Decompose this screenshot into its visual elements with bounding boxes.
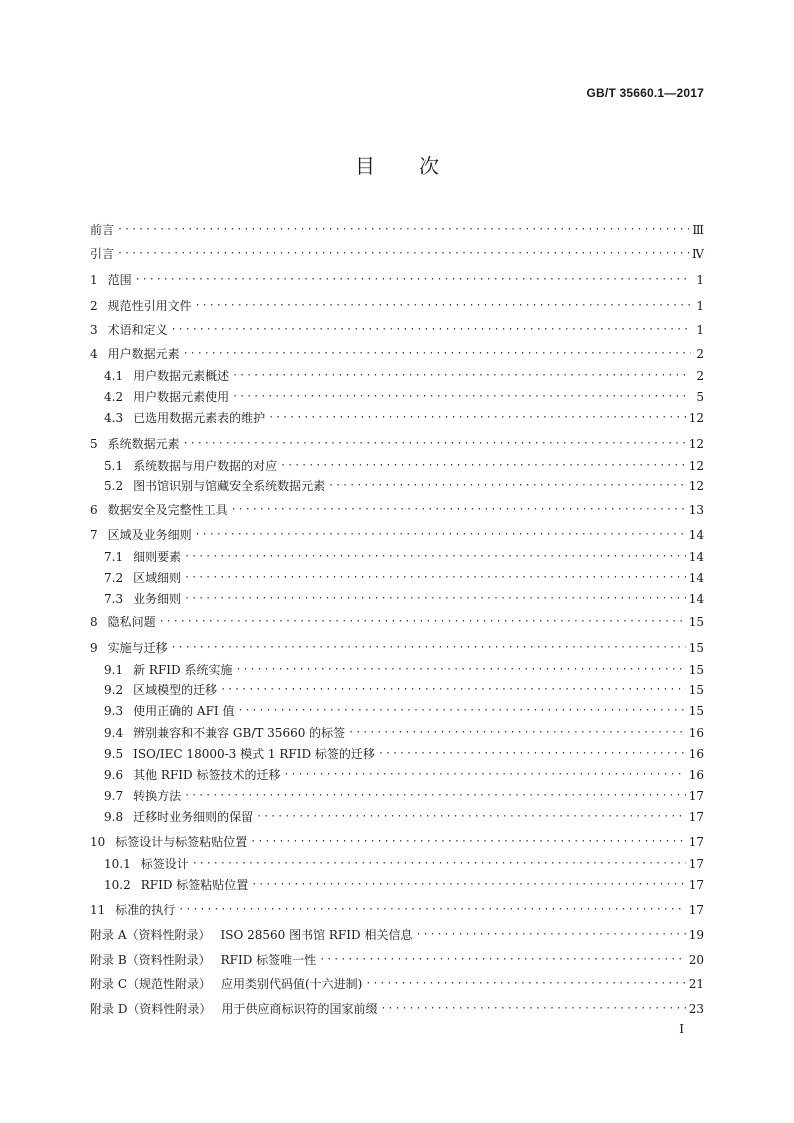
toc-entry-number: 7: [90, 528, 98, 542]
toc-entry[interactable]: [90, 974, 704, 994]
toc-entry-title: 实施与迁移: [107, 641, 168, 655]
toc-entry[interactable]: [90, 408, 704, 428]
toc-entry-title: RFID 标签粘贴位置: [140, 878, 249, 892]
toc-leader-dots: [232, 387, 691, 407]
toc-entry[interactable]: [90, 500, 704, 520]
toc-leader-dots: [237, 701, 685, 721]
toc-entry-number: 7.1: [104, 550, 124, 564]
toc-entry[interactable]: [90, 589, 704, 609]
toc-entry[interactable]: [90, 744, 704, 764]
toc-entry-number: 10.1: [104, 857, 131, 871]
toc-entry-number: 4.2: [104, 390, 124, 404]
toc-entry-page: 17: [688, 835, 704, 849]
toc-leader-dots: [184, 589, 686, 609]
toc-entry-title: 迁移时业务细则的保留: [133, 810, 254, 824]
toc-leader-dots: [171, 320, 691, 340]
toc-entry[interactable]: [90, 925, 704, 945]
toc-entry-number: 6: [90, 503, 98, 517]
toc-entry[interactable]: [90, 547, 704, 567]
toc-entry-page: 15: [688, 704, 704, 718]
toc-entry-title: 业务细则: [133, 592, 182, 606]
toc-entry[interactable]: [90, 680, 704, 700]
toc-entry[interactable]: [90, 854, 704, 874]
toc-entry-page: 1: [696, 273, 704, 287]
toc-entry-page: 21: [688, 977, 704, 991]
toc-entry-number: 9.5: [104, 747, 124, 761]
toc-leader-dots: [319, 950, 686, 970]
toc-entry-page: 14: [688, 550, 704, 564]
toc-entry-title: 规范性引用文件: [107, 299, 192, 313]
toc-leader-dots: [348, 723, 686, 743]
page-footer-number: I: [679, 1022, 684, 1036]
toc-entry-title: 区域及业务细则: [107, 528, 192, 542]
toc-entry-number: 4: [90, 347, 98, 361]
toc-entry-page: 12: [688, 479, 704, 493]
toc-entry-page: 12: [688, 437, 704, 451]
toc-entry-number: 5.1: [104, 459, 124, 473]
toc-entry-title: 范围: [107, 273, 132, 287]
toc-entry[interactable]: [90, 612, 704, 632]
toc-entry-page: 16: [688, 726, 704, 740]
toc-entry[interactable]: [90, 476, 704, 496]
toc-entry-title: 标签设计: [140, 857, 189, 871]
toc-entry-page: 2: [696, 347, 704, 361]
toc-entry-title: 标准的执行: [115, 903, 176, 917]
toc-entry-page: 14: [688, 592, 704, 606]
toc-entry-page: 23: [688, 1002, 704, 1016]
toc-leader-dots: [415, 925, 685, 945]
toc-entry[interactable]: [90, 344, 704, 364]
toc-entry-number: 附录 B（资料性附录）: [90, 953, 211, 967]
toc-leader-dots: [195, 525, 686, 545]
toc-leader-dots: [232, 366, 691, 386]
page-title: [0, 150, 794, 179]
toc-leader-dots: [183, 344, 691, 364]
toc-entry-number: 9.6: [104, 768, 124, 782]
toc-entry-page: 17: [688, 857, 704, 871]
toc-entry-page: 1: [696, 299, 704, 313]
toc-entry-page: 17: [688, 789, 704, 803]
toc-entry-title: 用户数据元素概述: [133, 369, 230, 383]
toc-entry-title: 系统数据与用户数据的对应: [133, 459, 278, 473]
toc-entry[interactable]: [90, 296, 704, 316]
toc-entry-number: 附录 A（资料性附录）: [90, 928, 211, 942]
toc-entry-number: 9.4: [104, 726, 124, 740]
toc-entry-number: 9.8: [104, 810, 124, 824]
toc-leader-dots: [283, 765, 685, 785]
toc-entry-title: 系统数据元素: [107, 437, 180, 451]
toc-leader-dots: [251, 875, 685, 895]
toc-leader-dots: [184, 786, 686, 806]
toc-entry[interactable]: [90, 765, 704, 785]
toc-entry-number: 5: [90, 437, 98, 451]
toc-entry-page: 16: [688, 747, 704, 761]
toc-leader-dots: [328, 476, 686, 496]
toc-entry-title: 使用正确的 AFI 值: [133, 704, 235, 718]
toc-entry[interactable]: [90, 366, 704, 386]
toc-entry[interactable]: [90, 723, 704, 743]
toc-entry[interactable]: [90, 875, 704, 895]
toc-entry[interactable]: [90, 244, 704, 264]
toc-leader-dots: [250, 832, 685, 852]
toc-entry-page: 5: [696, 390, 704, 404]
toc-entry[interactable]: [90, 568, 704, 588]
toc-entry-page: 17: [688, 878, 704, 892]
standard-code: GB/T 35660.1—2017: [586, 86, 704, 100]
toc-entry[interactable]: [90, 387, 704, 407]
toc-leader-dots: [280, 456, 686, 476]
toc-entry-number: 7.3: [104, 592, 124, 606]
toc-entry-page: 16: [688, 768, 704, 782]
toc-leader-dots: [178, 900, 685, 920]
toc-entry-title: 应用类别代码值(十六进制): [221, 977, 363, 991]
toc-entry[interactable]: [90, 270, 704, 290]
toc-entry-page: 1: [696, 323, 704, 337]
toc-entry-number: 9.3: [104, 704, 124, 718]
toc-entry-title: ISO 28560 图书馆 RFID 相关信息: [220, 928, 413, 942]
toc-entry[interactable]: [90, 999, 704, 1019]
toc-entry[interactable]: [90, 220, 704, 240]
toc-leader-dots: [220, 680, 686, 700]
toc-entry-number: 10: [90, 835, 106, 849]
toc-entry-title: 图书馆识别与馆藏安全系统数据元素: [133, 479, 326, 493]
toc-entry[interactable]: [90, 638, 704, 658]
toc-entry-number: 8: [90, 615, 98, 629]
toc-entry-number: 10.2: [104, 878, 131, 892]
toc-leader-dots: [365, 974, 685, 994]
toc-leader-dots: [117, 220, 689, 240]
toc-leader-dots: [231, 500, 686, 520]
toc-entry-number: 附录 C（规范性附录）: [90, 977, 211, 991]
toc-entry[interactable]: [90, 900, 704, 920]
toc-entry-page: 15: [688, 641, 704, 655]
toc-entry-title: 转换方法: [133, 789, 182, 803]
toc-leader-dots: [184, 568, 686, 588]
toc-entry-title: 引言: [90, 247, 115, 261]
toc-entry[interactable]: [90, 701, 704, 721]
toc-leader-dots: [183, 434, 686, 454]
toc-entry-page: 17: [688, 810, 704, 824]
toc-entry-title: 前言: [90, 223, 115, 237]
toc-entry-number: 1: [90, 273, 98, 287]
toc-entry-number: 9.7: [104, 789, 124, 803]
toc-leader-dots: [380, 999, 685, 1019]
toc-entry-title: 隐私问题: [107, 615, 156, 629]
toc-entry[interactable]: [90, 456, 704, 476]
toc-entry-page: 13: [688, 503, 704, 517]
toc-entry-page: Ⅲ: [692, 223, 704, 237]
toc-entry-number: 附录 D（资料性附录）: [90, 1002, 212, 1016]
toc-leader-dots: [192, 854, 686, 874]
toc-entry-page: 12: [688, 411, 704, 425]
toc-entry-title: 用户数据元素: [107, 347, 180, 361]
toc-entry-title: 细则要素: [133, 550, 182, 564]
toc-entry-title: 术语和定义: [107, 323, 168, 337]
toc-entry-number: 11: [90, 903, 106, 917]
toc-leader-dots: [195, 296, 691, 316]
toc-entry[interactable]: [90, 434, 704, 454]
toc-entry-page: 15: [688, 663, 704, 677]
toc-leader-dots: [268, 408, 686, 428]
toc-leader-dots: [171, 638, 686, 658]
toc-entry[interactable]: [90, 660, 704, 680]
toc-entry-page: 19: [688, 928, 704, 942]
toc-entry-page: 12: [688, 459, 704, 473]
toc-entry-number: 3: [90, 323, 98, 337]
toc-entry-page: 20: [688, 953, 704, 967]
toc-entry-number: 9: [90, 641, 98, 655]
toc-entry-title: 用于供应商标识符的国家前缀: [221, 1002, 378, 1016]
toc-entry-number: 9.2: [104, 683, 124, 697]
toc-entry-title: ISO/IEC 18000-3 模式 1 RFID 标签的迁移: [133, 747, 375, 761]
toc-entry-title: 已选用数据元素表的维护: [133, 411, 266, 425]
toc-entry-page: 15: [688, 683, 704, 697]
toc-leader-dots: [159, 612, 686, 632]
toc-leader-dots: [378, 744, 686, 764]
toc-entry-title: 标签设计与标签粘贴位置: [115, 835, 248, 849]
toc-entry-title: 区域细则: [133, 571, 182, 585]
toc-leader-dots: [184, 547, 686, 567]
page-title-char: 次: [419, 154, 439, 178]
toc-entry-title: 新 RFID 系统实施: [133, 663, 233, 677]
toc-entry[interactable]: [90, 807, 704, 827]
toc-leader-dots: [235, 660, 685, 680]
toc-entry-page: 2: [696, 369, 704, 383]
toc-entry-title: 辨别兼容和不兼容 GB/T 35660 的标签: [133, 726, 346, 740]
toc-entry[interactable]: [90, 320, 704, 340]
toc-entry-title: 其他 RFID 标签技术的迁移: [133, 768, 281, 782]
toc-entry[interactable]: [90, 525, 704, 545]
toc-entry-number: 5.2: [104, 479, 124, 493]
toc-entry-number: 9.1: [104, 663, 124, 677]
toc-leader-dots: [117, 244, 689, 264]
page-title-char: 目: [355, 154, 375, 178]
toc-entry-page: 14: [688, 528, 704, 542]
toc-entry-title: RFID 标签唯一性: [220, 953, 317, 967]
toc-leader-dots: [256, 807, 686, 827]
toc-entry-title: 数据安全及完整性工具: [107, 503, 228, 517]
toc-entry-title: 用户数据元素使用: [133, 390, 230, 404]
toc-entry-number: 4.1: [104, 369, 124, 383]
toc-entry-number: 4.3: [104, 411, 124, 425]
toc-entry[interactable]: [90, 950, 704, 970]
toc-entry-number: 2: [90, 299, 98, 313]
toc-entry-page: Ⅳ: [692, 247, 704, 261]
toc-entry-title: 区域模型的迁移: [133, 683, 218, 697]
toc-entry-number: 7.2: [104, 571, 124, 585]
toc-entry-page: 17: [688, 903, 704, 917]
toc-entry[interactable]: [90, 786, 704, 806]
toc-entry-page: 15: [688, 615, 704, 629]
toc-entry[interactable]: [90, 832, 704, 852]
toc-leader-dots: [135, 270, 691, 290]
toc-entry-page: 14: [688, 571, 704, 585]
